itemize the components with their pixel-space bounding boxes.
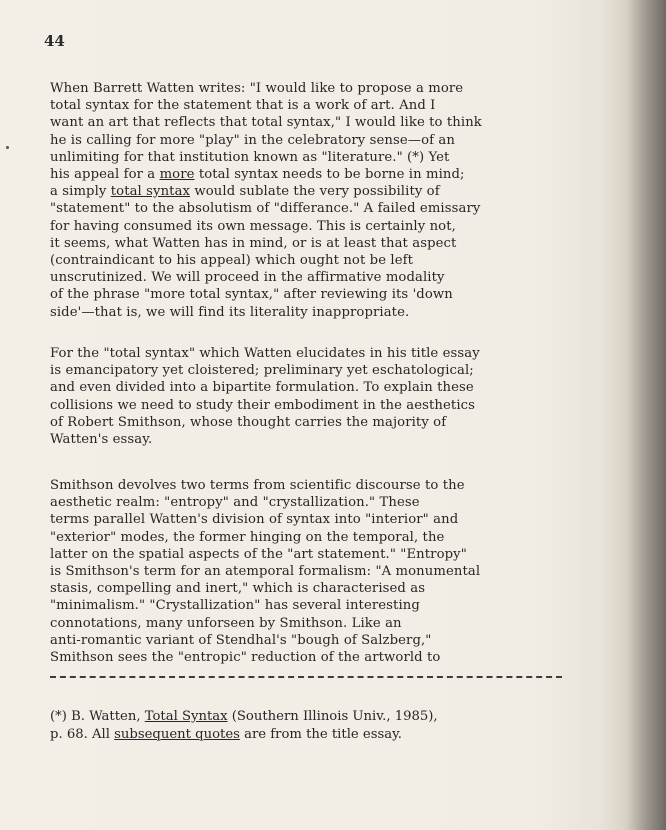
text-line: "minimalism." "Crystallization" has several interesting xyxy=(50,598,420,614)
text-line: collisions we need to study their embodiment in the aesthetics xyxy=(50,397,475,413)
text-line: for having consumed its own message. This is certainly not, xyxy=(50,218,456,234)
text-line: is emancipatory yet cloistered; preliminary yet eschatological; xyxy=(50,363,474,379)
text-line: (contraindicant to his appeal) which ought not be left xyxy=(50,253,413,269)
text-segment: total syntax needs to be borne in mind; xyxy=(194,167,465,183)
text-line xyxy=(50,183,610,200)
text-line: "statement" to the absolutism of "differance." A failed emissary xyxy=(50,201,481,217)
text-line: unlimiting for that institution known as "literature." (*) Yet xyxy=(50,149,450,165)
footnote-publisher: (Southern Illinois Univ., 1985), xyxy=(227,709,438,724)
text-line: he is calling for more "play" in the celebratory sense—of an xyxy=(50,132,455,148)
text-line: For the "total syntax" which Watten elucidates in his title essay xyxy=(50,346,480,361)
text-line: total syntax for the statement that is a work of art. And I xyxy=(50,98,436,114)
footnote-tail: are from the title essay. xyxy=(239,727,402,742)
text-line: anti-romantic variant of Stendhal's "bough of Salzberg," xyxy=(50,632,432,648)
text-segment: his appeal for a xyxy=(50,167,160,183)
footnote-book-title: Total Syntax xyxy=(144,709,228,724)
footnote-page: p. 68. All xyxy=(50,727,115,742)
text-line: aesthetic realm: "entropy" and "crystallization." These xyxy=(50,495,420,511)
underlined-phrase: total syntax xyxy=(110,184,191,200)
text-line: unscrutinized. We will proceed in the affirmative modality xyxy=(50,270,445,286)
text-line: side'—that is, we will find its literality inappropriate. xyxy=(50,304,410,320)
page-number: 44 xyxy=(44,32,65,50)
text-line: of Robert Smithson, whose thought carries the majority of xyxy=(50,414,447,430)
footnote-divider xyxy=(50,676,562,678)
margin-mark xyxy=(6,146,9,149)
text-segment: a simply xyxy=(50,184,111,200)
text-line: Watten's essay. xyxy=(50,432,153,448)
text-line: and even divided into a bipartite formulation. To explain these xyxy=(50,380,474,396)
footnote-underlined-phrase: subsequent quotes xyxy=(114,727,240,742)
footnote-line xyxy=(50,708,610,726)
text-line: Smithson sees the "entropic" reduction of the artworld to xyxy=(50,650,441,666)
text-line: stasis, compelling and inert," which is characterised as xyxy=(50,581,426,597)
text-line: is Smithson's term for an atemporal formalism: "A monumental xyxy=(50,564,481,580)
footnote xyxy=(50,708,610,744)
text-line xyxy=(50,166,610,183)
underlined-word: more xyxy=(159,167,195,183)
text-line: want an art that reflects that total syntax," I would like to think xyxy=(50,115,482,131)
footnote-marker: (*) B. Watten, xyxy=(50,709,145,724)
text-segment: would sublate the very possibility of xyxy=(190,184,440,200)
paragraph-3 xyxy=(50,477,610,666)
text-line: When Barrett Watten writes: "I would like to propose a more xyxy=(50,81,464,96)
text-line: "exterior" modes, the former hinging on the temporal, the xyxy=(50,529,445,545)
text-line: of the phrase "more total syntax," after reviewing its 'down xyxy=(50,287,453,303)
text-line: connotations, many unforseen by Smithson. Like an xyxy=(50,615,402,631)
text-line: it seems, what Watten has in mind, or is at least that aspect xyxy=(50,235,457,251)
text-line: latter on the spatial aspects of the "art statement." "Entropy" xyxy=(50,546,467,562)
paragraph-1 xyxy=(50,80,610,321)
text-line: Smithson devolves two terms from scientific discourse to the xyxy=(50,478,465,493)
text-line: terms parallel Watten's division of syntax into "interior" and xyxy=(50,512,459,528)
paragraph-2 xyxy=(50,345,610,448)
footnote-line xyxy=(50,726,610,744)
